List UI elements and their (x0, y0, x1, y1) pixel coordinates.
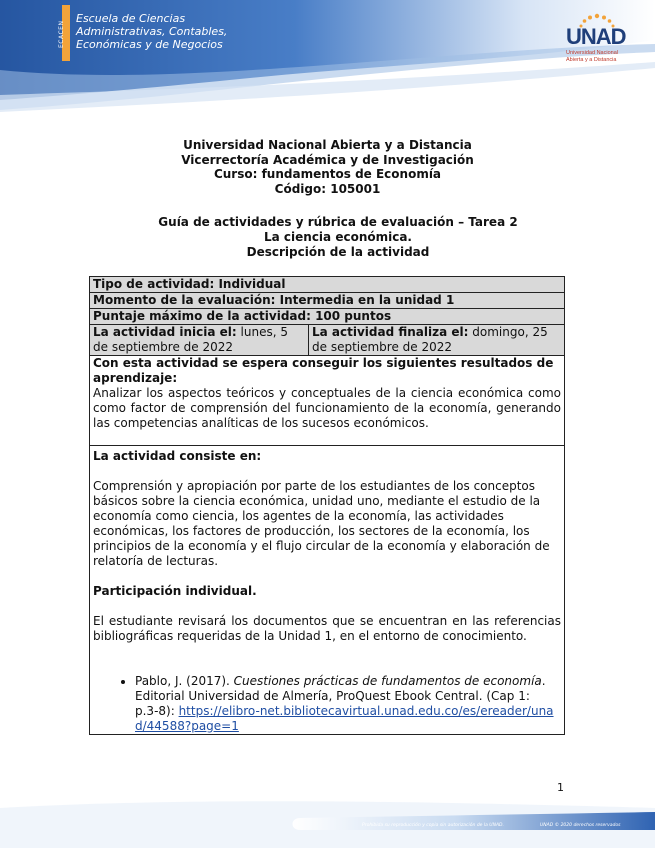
school-line-1: Escuela de Ciencias (76, 12, 186, 25)
title-line-vicerrectoria: Vicerrectoría Académica y de Investigación (181, 152, 474, 167)
logo-subtitle-2: Abierta y a Distancia (566, 57, 617, 63)
resultados-text: Analizar los aspectos teóricos y conceptuales de la ciencia económica como como factor de comprensión del funcionamiento de la economía, generando las competencias analíticas de los sucesos económicos. (93, 386, 561, 430)
reference-title: Cuestiones prácticas de fundamentos de economía (233, 674, 542, 688)
start-date-value: lunes, 5 de septiembre de 2022 (93, 325, 288, 354)
footer-copyright: UNAD © 2020 derechos reservados (540, 823, 621, 828)
consiste-text: Comprensión y apropiación por parte de los estudiantes de los conceptos básicos sobre la ciencia económica, unidad uno, mediante el estudio de la economía como ciencia, los agentes de la economía, las actividades económicas, los factores de producción, los sectores de la economía, los principios de la economía y el flujo circular de la economía y elaboración de relatoría de lecturas. (93, 479, 550, 568)
row-puntaje: Puntaje máximo de la actividad: 100 puntos (90, 309, 564, 325)
participacion-heading: Participación individual. (93, 584, 257, 598)
end-date-value: domingo, 25 de septiembre de 2022 (312, 325, 548, 354)
row-momento: Momento de la evaluación: Intermedia en la unidad 1 (90, 293, 564, 309)
participacion-text: El estudiante revisará los documentos que se encuentran en las referencias bibliográficas requeridas de la Unidad 1, en el entorno de conocimiento. (93, 614, 561, 643)
logo-subtitle-1: Universidad Nacional (566, 50, 618, 56)
reference-author: Pablo, J. (2017). (135, 674, 234, 688)
reference-link[interactable]: https://elibro-net.bibliotecavirtual.unad.edu.co/es/ereader/unad/44588?page=1 (135, 704, 554, 733)
title-line-course: Curso: fundamentos de Economía (213, 167, 442, 181)
row-fechas (90, 325, 564, 356)
footer-banner (0, 790, 655, 848)
reference-publisher: . Editorial Universidad de Almería, ProQuest Ebook Central. (Cap 1: p.3-8): (135, 674, 546, 718)
end-date-cell (309, 325, 564, 355)
guide-title (128, 215, 548, 260)
document-title (0, 138, 655, 196)
title-line-university: Universidad Nacional Abierta y a Distancia (183, 138, 472, 152)
guide-line-2: La ciencia económica. (263, 230, 412, 244)
consiste-heading: La actividad consiste en: (93, 449, 262, 463)
resultados-heading: Con esta actividad se espera conseguir los siguientes resultados de aprendizaje: (93, 356, 554, 385)
start-date-cell (90, 325, 309, 355)
row-resultados (90, 356, 564, 446)
reference-item (135, 674, 561, 734)
row-tipo: Tipo de actividad: Individual (90, 277, 564, 293)
guide-line-1: Guía de actividades y rúbrica de evaluación – Tarea 2 (158, 215, 518, 229)
logo-word: UNAD (566, 24, 626, 49)
school-line-2: Administrativas, Contables, (76, 25, 228, 38)
row-consiste (90, 449, 564, 734)
page-number: 1 (557, 781, 564, 794)
title-line-code: Código: 105001 (274, 181, 381, 196)
activity-table (89, 276, 565, 735)
end-date-label: La actividad finaliza el: (312, 325, 469, 339)
ecacen-tag: ECACEN (58, 20, 65, 48)
reference-list (93, 674, 561, 734)
school-line-3: Económicas y de Negocios (76, 38, 223, 51)
guide-line-3: Descripción de la actividad (246, 245, 430, 259)
start-date-label: La actividad inicia el: (93, 325, 237, 339)
school-name (76, 12, 227, 51)
footer-notice: Prohibida su reproducción y copia sin autorización de la UNAD. (362, 823, 504, 828)
